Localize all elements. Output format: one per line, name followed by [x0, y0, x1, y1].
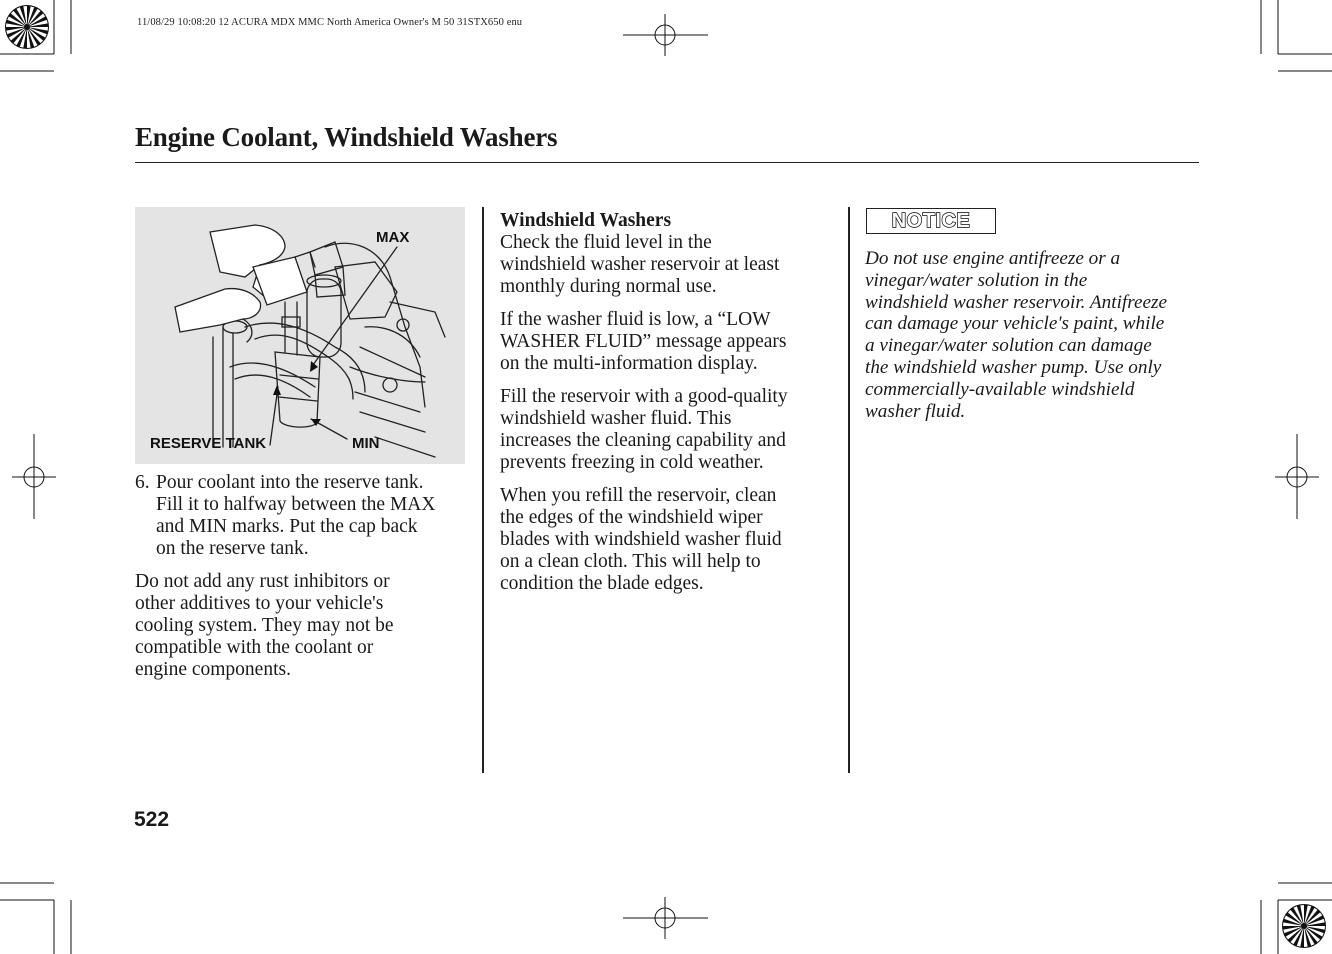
column-divider [848, 207, 850, 773]
text-line: increases the cleaning capability and [500, 430, 786, 451]
text-line: engine components. [135, 659, 291, 680]
text-line: windshield washer fluid. This [500, 408, 732, 429]
text-line: can damage your vehicle's paint, while [865, 313, 1165, 335]
text-line: monthly during normal use. [500, 276, 717, 297]
text-line: on a clean cloth. This will help to [500, 551, 761, 572]
text-line: If the washer fluid is low, a “LOW [500, 309, 771, 330]
print-meta: 11/08/29 10:08:20 12 ACURA MDX MMC North America Owner's M 50 31STX650 enu [137, 17, 523, 28]
text-line: the edges of the windshield wiper [500, 507, 763, 528]
rust-inhibitor-paragraph [135, 571, 475, 681]
text-line: Pour coolant into the reserve tank. [156, 472, 424, 493]
title-divider [135, 162, 1199, 163]
text-line: cooling system. They may not be [135, 615, 394, 636]
text-line: When you refill the reservoir, clean [500, 485, 777, 506]
page-title: Engine Coolant, Windshield Washers [135, 122, 558, 152]
text-line: a vinegar/water solution can damage [865, 335, 1152, 357]
notice-text [865, 248, 1200, 422]
reserve-tank-label: RESERVE TANK [150, 435, 267, 452]
text-line: on the reserve tank. [156, 538, 309, 559]
text-line: the windshield washer pump. Use only [865, 356, 1162, 378]
max-label: MAX [376, 229, 410, 246]
text-line: Fill it to halfway between the MAX [156, 494, 436, 515]
column-1-text [135, 472, 475, 681]
step-6 [135, 472, 475, 560]
text-line: windshield washer reservoir at least [500, 254, 780, 275]
column-divider [482, 207, 484, 773]
text-line: other additives to your vehicle's [135, 593, 384, 614]
notice-label: NOTICE [891, 209, 971, 232]
text-line: windshield washer reservoir. Antifreeze [865, 291, 1168, 313]
text-line: and MIN marks. Put the cap back [156, 516, 418, 537]
text-line: condition the blade edges. [500, 573, 704, 594]
text-line: WASHER FLUID” message appears [500, 331, 787, 352]
fill-paragraph [500, 386, 840, 474]
text-line: on the multi-information display. [500, 353, 758, 374]
notice-badge [866, 208, 996, 234]
text-line: Do not use engine antifreeze or a [865, 248, 1121, 269]
min-label: MIN [352, 435, 380, 452]
low-fluid-paragraph [500, 309, 840, 375]
text-line: prevents freezing in cold weather. [500, 452, 764, 473]
page-number: 522 [134, 808, 170, 831]
text-line: Do not add any rust inhibitors or [135, 571, 390, 592]
refill-paragraph [500, 485, 840, 595]
text-line: blades with windshield washer fluid [500, 529, 782, 550]
starburst-mark [1282, 904, 1326, 948]
step-number: 6. [135, 472, 150, 493]
starburst-mark [5, 5, 49, 49]
section-heading: Windshield Washers [500, 210, 672, 231]
text-line: washer fluid. [865, 400, 966, 422]
step-text [156, 472, 435, 560]
column-2-text [500, 210, 840, 595]
engine-drawing [135, 207, 465, 464]
text-line: Fill the reservoir with a good-quality [500, 386, 788, 407]
text-line: vinegar/water solution in the [865, 269, 1088, 291]
reserve-tank-illustration [135, 207, 465, 464]
text-line: Check the fluid level in the [500, 232, 712, 253]
text-line: compatible with the coolant or [135, 637, 374, 658]
intro-paragraph [500, 232, 840, 298]
text-line: commercially-available windshield [865, 378, 1135, 400]
